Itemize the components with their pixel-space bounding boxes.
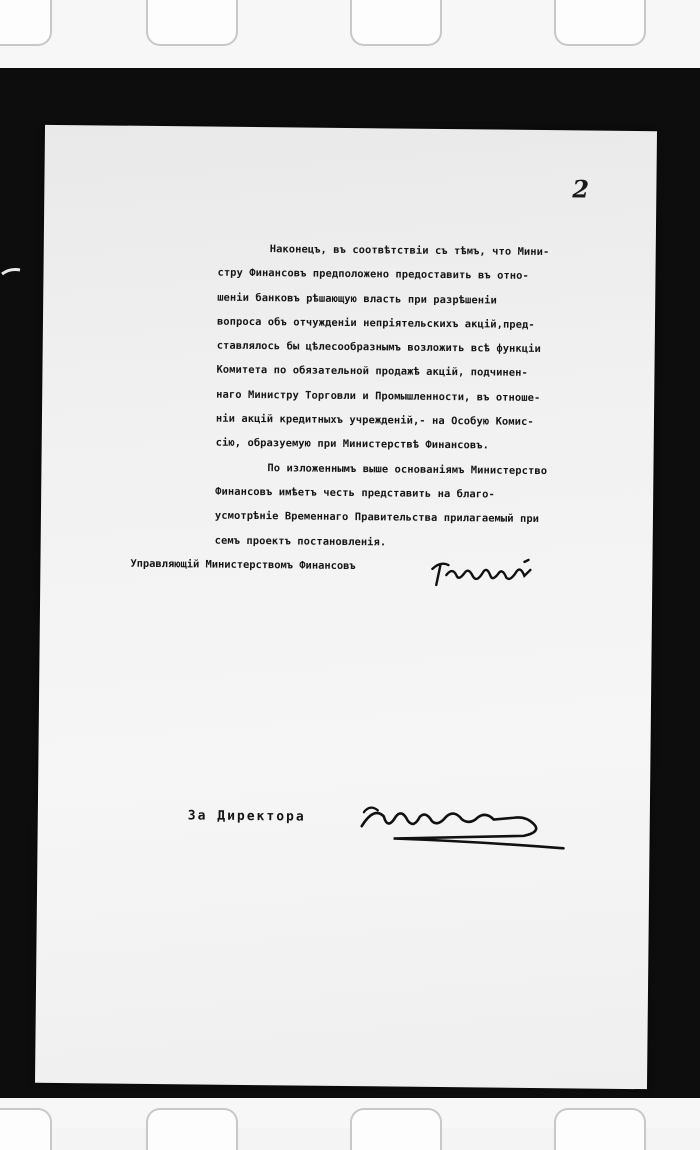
signature-director-icon xyxy=(353,786,574,868)
film-sprocket xyxy=(146,0,238,46)
director-label: За Директора xyxy=(187,808,306,825)
text-line: семъ проектъ постановленія. xyxy=(214,534,387,548)
text-line: стру Финансовъ предположено предоставить въ отно- xyxy=(217,266,529,283)
film-sprocket xyxy=(0,1108,52,1150)
text-line: сію, образуемую при Министерствѣ Финансовъ. xyxy=(215,437,490,452)
film-sprocket xyxy=(0,0,52,46)
text-line: ставлялось бы цѣлесообразнымъ возложить всѣ функціи xyxy=(216,339,541,356)
film-sprocket xyxy=(350,1108,442,1150)
signatory-title: Управляющій Министерствомъ Финансовъ xyxy=(130,557,356,573)
binding-mark-icon xyxy=(0,268,22,276)
signature-tereshchenko-icon xyxy=(426,551,546,596)
film-sprocket xyxy=(146,1108,238,1150)
film-strip-top xyxy=(0,0,700,68)
document-body xyxy=(215,237,648,557)
text-line: ніи акцій кредитныхъ учрежденій,- на Особую Комис- xyxy=(215,412,534,429)
film-sprocket xyxy=(554,1108,646,1150)
text-line: шеніи банковъ рѣшающую власть при разрѣшеніи xyxy=(217,291,497,307)
text-line: Комитета по обязательной продажѣ акцій, подчинен- xyxy=(216,364,528,380)
text-line: вопроса объ отчужденіи непріятельскихъ акцій,пред- xyxy=(216,315,535,331)
text-line: усмотрѣніе Временнаго Правительства прилагаемый при xyxy=(214,509,540,526)
text-line: Наконецъ, въ соотвѣтствіи съ тѣмъ, что Мини- xyxy=(269,243,550,259)
film-strip-bottom xyxy=(0,1098,700,1128)
film-sprocket xyxy=(350,0,442,46)
text-line: наго Министру Торговли и Промышленности, въ отноше- xyxy=(216,388,541,404)
text-line: Финансовъ имѣетъ честь представить на благо- xyxy=(215,485,495,501)
text-line: По изложеннымъ выше основаніямъ Министерство xyxy=(267,461,548,477)
document-page xyxy=(35,125,657,1089)
page-number: 2 xyxy=(572,174,590,204)
film-sprocket xyxy=(554,0,646,46)
